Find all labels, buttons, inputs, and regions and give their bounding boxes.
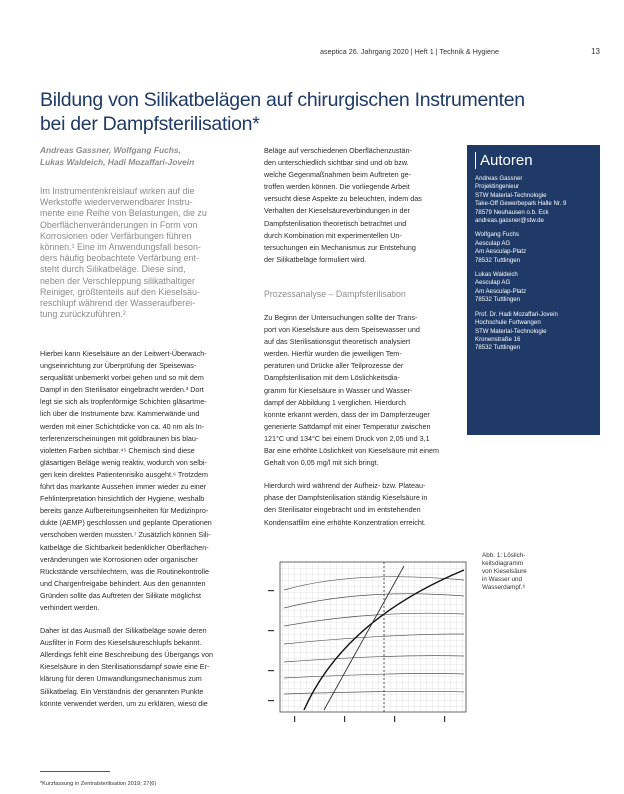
text-line: der Silikatbeläge formuliert wird. [264,254,367,264]
author-entry [475,231,596,265]
caption-line: von Kieselsäure [482,568,527,576]
column-middle-bottom [264,312,455,540]
text-line: gläsartigen Beläge wenig reaktiv, wodurch von selbi- [40,457,207,467]
section-heading: Prozessanalyse – Dampfsterilisation [264,289,406,299]
abstract-line: neben der Verschleppung silikathaltiger [40,275,195,286]
text-line: Zu Beginn der Untersuchungen sollte der Trans- [264,313,418,322]
authors-sidebar [467,145,600,435]
abstract-line: Oberflächenveränderungen in Form von [40,219,198,230]
solubility-diagram-image [264,550,476,732]
footnote: *Kurzfassung in Zentralsterilisation 2019; 27(6) [40,781,157,787]
abstract-line: Im Instrumentenkreislauf wirken auf die [40,186,195,196]
author-entry-line: 78532 Tuttlingen [475,256,521,264]
author-entry-line: Lukas Waldeich [475,271,518,279]
running-title: aseptica 26. Jahrgang 2020 | Heft 1 | Technik & Hygiene [320,47,500,56]
author-entry-line: Projektingenieur [475,183,520,191]
footnote-rule [40,771,110,772]
author-entry-line: STW Material-Technologie [475,191,547,199]
author-entry-line: Prof. Dr. Hadi Mozaffari-Jovein [475,310,558,318]
text-line: 121°C und 134°C bei einem Druck von 2,05 und 3,1 [264,433,430,443]
page-number: 13 [591,47,600,56]
paragraph [40,625,262,710]
text-line: Daher ist das Ausmaß der Silikatbeläge sowie deren [40,626,207,636]
text-line: und Chargenfreigabe behindert. Aus den genannten [40,578,206,588]
figure-solubility-diagram [264,550,476,732]
text-line: Gründen sollte das Auftreten der Silikate möglichst [40,590,202,600]
column-left [40,348,262,721]
text-line: veränderungen wie Korrosionen oder organischer [40,554,198,564]
abstract-line: reschlupf während der Wasseraufberei- [40,298,196,309]
author-entry-line: Aesculap AG [475,239,511,247]
text-line: Silikatbelag. Ein Verständnis der genannten Punkte [40,686,204,696]
text-line: legt sie sich als tropfenförmige Schichten gläsartme- [40,397,207,407]
text-line: Hierbei kann Kieselsäure an der Leitwert-Überwach- [40,349,207,358]
caption-line: in Wasser und [482,576,523,584]
text-line: violetten Farben sichtbar.⁴⁵ Chemisch sind diese [40,445,195,455]
abstract-line: steht durch Silikatbeläge. Diese sind, [40,264,186,275]
author-entry-line: Kronenstraße 16 [475,335,521,343]
text-line: katbeläge die Sichtbarkeit bedenklicher Oberflächen- [40,542,209,552]
byline-line-1: Andreas Gassner, Wolfgang Fuchs, [40,145,181,155]
text-line: Dampf in den Sterilisator eingebracht werden.³ Dort [40,385,204,395]
article-title [40,88,600,136]
running-header [320,47,600,56]
text-line: Hierdurch wird während der Aufheiz- bzw. Plateau- [264,481,426,491]
text-line: durch Kombination mit experimentellen Un- [264,230,402,240]
text-line: auf das Sterilisationsgut theoretisch analysiert [264,337,411,347]
abstract-line: Korrosionen oder Verfärbungen führen [40,230,192,241]
text-line: troffen werden können. Die vorliegende Arbeit [264,182,410,192]
column-middle-top [264,145,455,266]
text-line: Bar eine erhöhte Löslichkeit von Kieselsäure mit einem [264,446,439,456]
text-line: klärung für deren Umwandlungsmechanismus zum [40,674,202,684]
text-line: generierte Sattdampf mit einer Temperatur zwischen [264,421,431,431]
author-entry-line: Aesculap AG [475,279,511,287]
text-line: bereits ganze Aufbereitungseinheiten für Medizinpro- [40,506,209,516]
text-line: führt das markante Aussehen immer wieder zu einer [40,482,207,492]
caption-line: Wasserdampf.⁸ [482,584,526,592]
text-line: Dampfsterilisation theoretisch betrachtet und [264,218,407,228]
text-line: peraturen und Drücke aller Teilprozesse der [264,361,404,371]
text-line: gen kein direktes Patientenrisiko ausgeht.⁶ Trotzdem [40,469,208,479]
text-line: serqualität unbemerkt vorbei gehen und so mit dem [40,373,204,383]
text-line: verschoben werden mussten.⁷ Zusätzlich können Sili- [40,530,211,540]
paragraph [264,312,455,469]
text-line: Rückstände verschlechtern, was die Routinekontrolle [40,566,209,576]
author-entry [475,175,596,225]
title-line-1: Bildung von Silikatbelägen auf chirurgischen Instrumenten [40,89,525,111]
abstract-line: Reiniger, größtenteils auf den Kieselsäu- [40,286,200,297]
text-line: Fehlinterpretation hinsichtlich der Hygiene, weshalb [40,494,205,504]
paragraph [40,348,262,614]
author-entry-line: Wolfgang Fuchs [475,231,519,239]
text-line: dukte (AEMP) geschlossen und geplante Operationen [40,518,212,528]
caption-line: Abb. 1: Löslich- [482,552,526,559]
text-line: Kieselsäure in den Sterilisationsdampf sowie eine Er- [40,662,210,672]
text-line: versucht diese Aspekte zu beleuchten, indem das [264,194,422,204]
abstract-line: mente eine Reihe von Belastungen, die zu [40,208,207,219]
text-line: den Sterilisator eingebracht und im entstehenden [264,505,421,515]
abstract-line: ders häufig beobachtete Verfärbung ent- [40,253,199,264]
text-line: konnte erkannt werden, dass der im Dampferzeuger [264,409,430,419]
abstract [40,186,262,320]
title-line-2: bei der Dampfsterilisation* [40,113,260,135]
text-line: lich über die Instrumente bzw. Kammerwände und [40,409,200,419]
text-line: dampf der Abbildung 1 verglichen. Hierdurch [264,397,406,407]
text-line: Beläge auf verschiedenen Oberflächenzustän- [264,146,412,155]
text-line: Gehalt von 0,05 mg/l mit sich bringt. [264,458,379,468]
author-entry-line: andreas.gassner@stw.de [475,217,544,225]
byline-line-2: Lukas Waldeich, Hadi Mozaffari-Jovein [40,157,195,167]
text-line: Kondensatfilm eine erhöhte Konzentration erreicht. [264,517,426,527]
abstract-line: Werkstoffe wiederverwendbarer Instru- [40,197,193,208]
text-line: den unterschiedlich sichtbar sind und ob bzw. [264,158,409,168]
author-entry-line: Hochschule Furtwangen [475,319,541,327]
author-entry-line: Andreas Gassner [475,175,523,182]
author-entry-line: Am Aesculap-Platz [475,287,527,295]
text-line: verhindert werden. [40,602,100,612]
text-line: phase der Dampfsterilisation ständig Kieselsäure in [264,493,428,503]
author-entry-line: STW Material-Technologie [475,327,547,335]
abstract-line: tung zurückzuführen.² [40,309,126,320]
author-entry-line: Take-Off Gewerbepark Halle Nr. 9 [475,200,567,208]
sidebar-entries [475,175,596,359]
author-entry [475,311,596,353]
text-line: Verhalten der Kieselsäureverbindungen in der [264,206,410,216]
text-line: tersuchungen ein Mechanismus zur Entstehung [264,242,416,252]
sidebar-title: Autoren [475,152,533,169]
text-line: Ausfilter in Form des Kieselsäureschlupfs bekannt. [40,638,202,648]
text-line: port von Kieselsäure aus dem Speisewasser und [264,325,420,335]
text-line: terferenzerscheinungen mit goldbraunen bis blau- [40,433,199,443]
text-line: werden. Hierfür wurden die jeweiligen Tem- [264,349,402,359]
figure-caption [482,552,592,592]
text-line: Dampfsterilisation mit dem Löslichkeitsdia- [264,373,400,383]
author-entry [475,271,596,305]
text-line: werden mit einer Schichtdicke von ca. 40 nm als In- [40,421,205,431]
abstract-line: können.¹ Eine im Anwendungsfall beson- [40,242,201,253]
text-line: könnte verwendet werden, um zu erklären, wieso die [40,698,208,708]
author-entry-line: 78579 Neuhausen o.b. Eck [475,208,549,216]
text-line: Allerdings fehlt eine Beschreibung des Übergangs von [40,650,214,660]
paragraph [264,480,455,528]
caption-line: keitsdiagramm [482,560,523,568]
author-entry-line: Am Aesculap-Platz [475,248,527,256]
text-line: gramm für Kieselsäure in Wasser und Wasser- [264,385,413,395]
text-line: welche Gegenmaßnahmen beim Auftreten ge- [264,170,412,180]
text-line: ungseinrichtung zur Überprüfung der Speisewas- [40,361,197,371]
author-entry-line: 78532 Tuttlingen [475,296,521,304]
author-entry-line: 78532 Tuttlingen [475,344,521,352]
